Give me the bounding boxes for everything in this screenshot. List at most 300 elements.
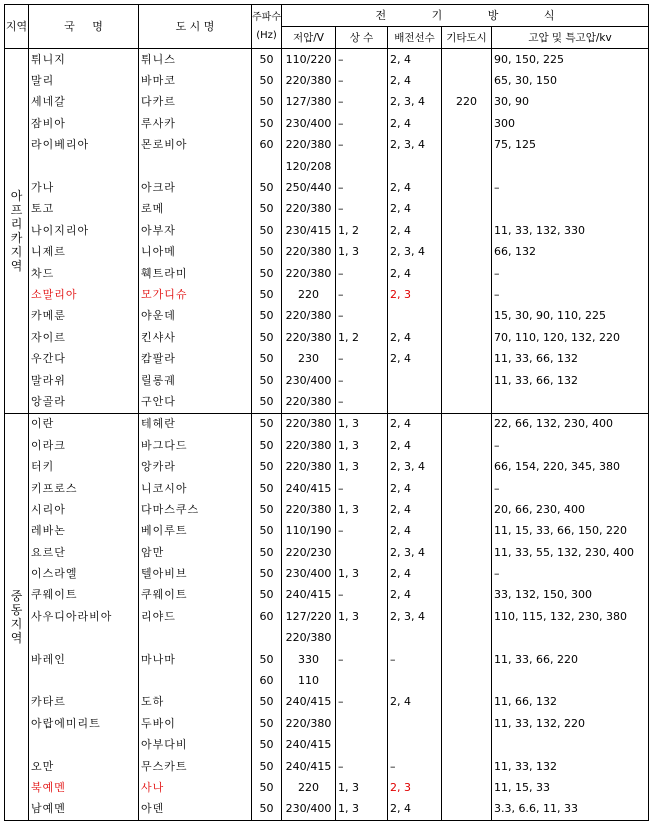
voltage-cell: 220: [282, 777, 336, 798]
other-city-cell: [442, 521, 492, 542]
high-voltage-cell: 11, 66, 132: [492, 692, 649, 713]
table-row: [5, 777, 649, 798]
table-row: [5, 413, 649, 435]
phase-cell: –: [336, 370, 388, 391]
country-cell: 터키: [29, 456, 139, 477]
country-cell: 이라크: [29, 435, 139, 456]
wires-cell: 2, 4: [388, 348, 442, 369]
frequency-cell: 50: [252, 521, 282, 542]
high-voltage-cell: 300: [492, 113, 649, 134]
high-voltage-cell: –: [492, 284, 649, 305]
country-cell: 말리: [29, 70, 139, 91]
voltage-cell: 220/380: [282, 391, 336, 413]
wires-cell: 2, 3, 4: [388, 606, 442, 627]
voltage-cell: 230/400: [282, 113, 336, 134]
table-row: [5, 135, 649, 156]
frequency-cell: 50: [252, 242, 282, 263]
city-cell: 무스카트: [139, 756, 252, 777]
high-voltage-cell: 66, 132: [492, 242, 649, 263]
country-cell: 토고: [29, 199, 139, 220]
city-cell: [139, 156, 252, 177]
voltage-cell: 110/220: [282, 49, 336, 71]
region-cell: 중 동 지 역: [5, 413, 29, 820]
country-cell: 나이지리아: [29, 220, 139, 241]
table-row: [5, 606, 649, 627]
other-city-cell: [442, 456, 492, 477]
header-electric-system: 전 기 방 식: [282, 5, 649, 27]
table-row: [5, 348, 649, 369]
table-row: [5, 49, 649, 71]
table-row: [5, 799, 649, 821]
other-city-cell: [442, 499, 492, 520]
frequency-cell: 50: [252, 177, 282, 198]
high-voltage-cell: 22, 66, 132, 230, 400: [492, 413, 649, 435]
city-cell: 리야드: [139, 606, 252, 627]
frequency-cell: 50: [252, 456, 282, 477]
phase-cell: –: [336, 692, 388, 713]
high-voltage-cell: 11, 33, 66, 132: [492, 348, 649, 369]
country-cell: 키프로스: [29, 478, 139, 499]
high-voltage-cell: 30, 90: [492, 92, 649, 113]
city-cell: 로메: [139, 199, 252, 220]
phase-cell: 1, 2: [336, 220, 388, 241]
country-cell: 쿠웨이트: [29, 585, 139, 606]
phase-cell: 1, 3: [336, 563, 388, 584]
voltage-cell: 220/380: [282, 499, 336, 520]
high-voltage-cell: 11, 33, 132, 220: [492, 713, 649, 734]
other-city-cell: [442, 606, 492, 627]
country-cell: 튀니지: [29, 49, 139, 71]
high-voltage-cell: [492, 199, 649, 220]
high-voltage-cell: 11, 15, 33: [492, 777, 649, 798]
wires-cell: 2, 3: [388, 284, 442, 305]
wires-cell: 2, 4: [388, 799, 442, 821]
frequency-cell: 50: [252, 49, 282, 71]
other-city-cell: [442, 585, 492, 606]
voltage-cell: 230/400: [282, 799, 336, 821]
other-city-cell: [442, 713, 492, 734]
frequency-cell: 50: [252, 585, 282, 606]
country-cell: 시리아: [29, 499, 139, 520]
frequency-cell: [252, 156, 282, 177]
phase-cell: –: [336, 70, 388, 91]
frequency-cell: 50: [252, 306, 282, 327]
country-cell: 레바논: [29, 521, 139, 542]
other-city-cell: [442, 370, 492, 391]
high-voltage-cell: [492, 735, 649, 756]
city-cell: 아부다비: [139, 735, 252, 756]
city-cell: 텔아비브: [139, 563, 252, 584]
high-voltage-cell: [492, 156, 649, 177]
table-row: [5, 649, 649, 670]
phase-cell: –: [336, 199, 388, 220]
high-voltage-cell: 15, 30, 90, 110, 225: [492, 306, 649, 327]
high-voltage-cell: 11, 33, 66, 132: [492, 370, 649, 391]
other-city-cell: [442, 113, 492, 134]
header-other-city: 기타도시: [442, 27, 492, 49]
phase-cell: –: [336, 113, 388, 134]
phase-cell: [336, 735, 388, 756]
high-voltage-cell: –: [492, 435, 649, 456]
header-frequency-label: 주파수: [252, 11, 281, 23]
other-city-cell: [442, 242, 492, 263]
other-city-cell: [442, 628, 492, 649]
voltage-cell: 220/230: [282, 542, 336, 563]
city-cell: 아부자: [139, 220, 252, 241]
wires-cell: 2, 4: [388, 49, 442, 71]
voltage-cell: 220/380: [282, 713, 336, 734]
high-voltage-cell: [492, 670, 649, 691]
city-cell: 쿠웨이트: [139, 585, 252, 606]
table-row: [5, 220, 649, 241]
high-voltage-cell: –: [492, 263, 649, 284]
country-cell: 북예멘: [29, 777, 139, 798]
country-cell: 카타르: [29, 692, 139, 713]
high-voltage-cell: 90, 150, 225: [492, 49, 649, 71]
country-cell: 사우디아라비아: [29, 606, 139, 627]
city-cell: 베이루트: [139, 521, 252, 542]
frequency-cell: 50: [252, 199, 282, 220]
phase-cell: –: [336, 306, 388, 327]
city-cell: 몬로비아: [139, 135, 252, 156]
high-voltage-cell: 11, 33, 55, 132, 230, 400: [492, 542, 649, 563]
city-cell: 훽트라미: [139, 263, 252, 284]
city-cell: 앙카라: [139, 456, 252, 477]
voltage-cell: 220/380: [282, 242, 336, 263]
city-cell: 구안다: [139, 391, 252, 413]
voltage-cell: 220: [282, 284, 336, 305]
table-row: [5, 156, 649, 177]
table-row: [5, 585, 649, 606]
table-row: [5, 242, 649, 263]
high-voltage-cell: 66, 154, 220, 345, 380: [492, 456, 649, 477]
city-cell: 바마코: [139, 70, 252, 91]
wires-cell: 2, 4: [388, 413, 442, 435]
table-row: [5, 628, 649, 649]
phase-cell: 1, 3: [336, 777, 388, 798]
city-cell: 암만: [139, 542, 252, 563]
table-row: [5, 70, 649, 91]
frequency-cell: 50: [252, 713, 282, 734]
high-voltage-cell: 70, 110, 120, 132, 220: [492, 327, 649, 348]
frequency-cell: 50: [252, 499, 282, 520]
phase-cell: 1, 3: [336, 456, 388, 477]
wires-cell: 2, 3, 4: [388, 542, 442, 563]
phase-cell: 1, 3: [336, 799, 388, 821]
country-cell: 이스라엘: [29, 563, 139, 584]
country-cell: 아랍에미리트: [29, 713, 139, 734]
table-row: [5, 263, 649, 284]
phase-cell: [336, 156, 388, 177]
wires-cell: [388, 735, 442, 756]
header-phase: 상 수: [336, 27, 388, 49]
wires-cell: 2, 3, 4: [388, 242, 442, 263]
city-cell: 캄팔라: [139, 348, 252, 369]
voltage-cell: 230/400: [282, 563, 336, 584]
wires-cell: [388, 156, 442, 177]
voltage-cell: 220/380: [282, 306, 336, 327]
table-row: [5, 370, 649, 391]
voltage-cell: 110: [282, 670, 336, 691]
other-city-cell: [442, 49, 492, 71]
table-row: [5, 113, 649, 134]
frequency-cell: 50: [252, 799, 282, 821]
other-city-cell: [442, 135, 492, 156]
wires-cell: 2, 4: [388, 521, 442, 542]
voltage-cell: 220/380: [282, 199, 336, 220]
frequency-cell: 50: [252, 756, 282, 777]
other-city-cell: [442, 799, 492, 821]
table-row: [5, 542, 649, 563]
voltage-cell: 220/380: [282, 456, 336, 477]
region-cell: 아 프 리 카 지 역: [5, 49, 29, 414]
frequency-cell: 50: [252, 692, 282, 713]
phase-cell: 1, 3: [336, 242, 388, 263]
country-cell: 남예멘: [29, 799, 139, 821]
wires-cell: 2, 4: [388, 70, 442, 91]
phase-cell: –: [336, 348, 388, 369]
wires-cell: 2, 3, 4: [388, 135, 442, 156]
wires-cell: 2, 4: [388, 563, 442, 584]
table-row: [5, 92, 649, 113]
country-cell: 차드: [29, 263, 139, 284]
table-row: [5, 456, 649, 477]
table-row: [5, 563, 649, 584]
country-cell: 오만: [29, 756, 139, 777]
wires-cell: 2, 4: [388, 435, 442, 456]
voltage-cell: 220/380: [282, 70, 336, 91]
voltage-cell: 110/190: [282, 521, 336, 542]
wires-cell: 2, 4: [388, 327, 442, 348]
frequency-cell: 50: [252, 649, 282, 670]
city-cell: 다카르: [139, 92, 252, 113]
city-cell: 테헤란: [139, 413, 252, 435]
other-city-cell: [442, 348, 492, 369]
frequency-cell: 50: [252, 263, 282, 284]
frequency-cell: 50: [252, 563, 282, 584]
other-city-cell: [442, 263, 492, 284]
city-cell: 킨샤사: [139, 327, 252, 348]
country-cell: 니제르: [29, 242, 139, 263]
country-cell: 잠비아: [29, 113, 139, 134]
wires-cell: 2, 4: [388, 177, 442, 198]
other-city-cell: [442, 199, 492, 220]
table-body: [5, 49, 649, 821]
high-voltage-cell: [492, 628, 649, 649]
city-cell: 튀니스: [139, 49, 252, 71]
voltage-cell: 220/380: [282, 628, 336, 649]
city-cell: 아크라: [139, 177, 252, 198]
other-city-cell: [442, 563, 492, 584]
table-row: [5, 713, 649, 734]
country-cell: [29, 670, 139, 691]
table-row: [5, 391, 649, 413]
city-cell: 루사카: [139, 113, 252, 134]
high-voltage-cell: –: [492, 177, 649, 198]
high-voltage-cell: 75, 125: [492, 135, 649, 156]
voltage-cell: 240/415: [282, 756, 336, 777]
header-voltage: 저압/V: [282, 27, 336, 49]
wires-cell: 2, 4: [388, 220, 442, 241]
other-city-cell: [442, 156, 492, 177]
table-row: [5, 199, 649, 220]
voltage-cell: 240/415: [282, 735, 336, 756]
other-city-cell: 220: [442, 92, 492, 113]
table-row: [5, 756, 649, 777]
phase-cell: 1, 3: [336, 606, 388, 627]
phase-cell: [336, 628, 388, 649]
city-cell: 야운데: [139, 306, 252, 327]
voltage-cell: 250/440: [282, 177, 336, 198]
wires-cell: [388, 628, 442, 649]
wires-cell: 2, 4: [388, 263, 442, 284]
city-cell: 사나: [139, 777, 252, 798]
voltage-cell: 230/415: [282, 220, 336, 241]
country-cell: [29, 735, 139, 756]
phase-cell: –: [336, 177, 388, 198]
header-country: 국 명: [29, 5, 139, 49]
wires-cell: 2, 4: [388, 692, 442, 713]
other-city-cell: [442, 220, 492, 241]
voltage-cell: 220/380: [282, 435, 336, 456]
wires-cell: –: [388, 756, 442, 777]
frequency-cell: 50: [252, 735, 282, 756]
wires-cell: 2, 4: [388, 113, 442, 134]
high-voltage-cell: 110, 115, 132, 230, 380: [492, 606, 649, 627]
high-voltage-cell: 11, 33, 132: [492, 756, 649, 777]
other-city-cell: [442, 306, 492, 327]
country-cell: [29, 156, 139, 177]
other-city-cell: [442, 391, 492, 413]
city-cell: 니코시아: [139, 478, 252, 499]
voltage-cell: 120/208: [282, 156, 336, 177]
other-city-cell: [442, 777, 492, 798]
header-wires: 배전선수: [388, 27, 442, 49]
wires-cell: 2, 3: [388, 777, 442, 798]
country-cell: 소말리아: [29, 284, 139, 305]
frequency-cell: 50: [252, 391, 282, 413]
wires-cell: [388, 670, 442, 691]
header-frequency-unit: (Hz): [256, 29, 277, 41]
country-cell: 자이르: [29, 327, 139, 348]
voltage-cell: 220/380: [282, 327, 336, 348]
other-city-cell: [442, 649, 492, 670]
wires-cell: –: [388, 649, 442, 670]
phase-cell: –: [336, 135, 388, 156]
city-cell: [139, 628, 252, 649]
city-cell: 모가디슈: [139, 284, 252, 305]
other-city-cell: [442, 327, 492, 348]
wires-cell: 2, 4: [388, 499, 442, 520]
wires-cell: 2, 3, 4: [388, 92, 442, 113]
wires-cell: 2, 4: [388, 199, 442, 220]
frequency-cell: 50: [252, 70, 282, 91]
frequency-cell: 50: [252, 777, 282, 798]
frequency-cell: 50: [252, 478, 282, 499]
city-cell: [139, 670, 252, 691]
wires-cell: 2, 3, 4: [388, 456, 442, 477]
table-row: [5, 306, 649, 327]
phase-cell: –: [336, 478, 388, 499]
wires-cell: [388, 370, 442, 391]
phase-cell: –: [336, 585, 388, 606]
table-row: [5, 521, 649, 542]
city-cell: 두바이: [139, 713, 252, 734]
other-city-cell: [442, 542, 492, 563]
frequency-cell: 50: [252, 435, 282, 456]
country-cell: 가나: [29, 177, 139, 198]
city-cell: 아덴: [139, 799, 252, 821]
country-cell: 카메룬: [29, 306, 139, 327]
frequency-cell: 50: [252, 220, 282, 241]
other-city-cell: [442, 735, 492, 756]
frequency-cell: 60: [252, 606, 282, 627]
country-cell: 바레인: [29, 649, 139, 670]
table-row: [5, 692, 649, 713]
phase-cell: 1, 2: [336, 327, 388, 348]
voltage-cell: 127/220: [282, 606, 336, 627]
table-row: [5, 478, 649, 499]
frequency-cell: 50: [252, 370, 282, 391]
header-high-voltage: 고압 및 특고압/kv: [492, 27, 649, 49]
other-city-cell: [442, 756, 492, 777]
other-city-cell: [442, 670, 492, 691]
phase-cell: 1, 3: [336, 499, 388, 520]
wires-cell: [388, 713, 442, 734]
phase-cell: –: [336, 521, 388, 542]
header-city: 도 시 명: [139, 5, 252, 49]
high-voltage-cell: [492, 391, 649, 413]
table-row: [5, 284, 649, 305]
table-row: [5, 177, 649, 198]
country-cell: 요르단: [29, 542, 139, 563]
frequency-cell: 50: [252, 542, 282, 563]
table-row: [5, 735, 649, 756]
phase-cell: [336, 670, 388, 691]
city-cell: 바그다드: [139, 435, 252, 456]
phase-cell: [336, 713, 388, 734]
wires-cell: 2, 4: [388, 478, 442, 499]
frequency-cell: 50: [252, 284, 282, 305]
high-voltage-cell: 65, 30, 150: [492, 70, 649, 91]
table-row: [5, 327, 649, 348]
other-city-cell: [442, 70, 492, 91]
header-frequency: [252, 5, 282, 49]
high-voltage-cell: –: [492, 478, 649, 499]
table-row: [5, 435, 649, 456]
other-city-cell: [442, 435, 492, 456]
frequency-cell: 50: [252, 348, 282, 369]
city-cell: 릴롱궤: [139, 370, 252, 391]
voltage-cell: 240/415: [282, 692, 336, 713]
country-cell: 이란: [29, 413, 139, 435]
phase-cell: 1, 3: [336, 413, 388, 435]
phase-cell: –: [336, 284, 388, 305]
frequency-cell: 50: [252, 327, 282, 348]
table-row: [5, 670, 649, 691]
phase-cell: –: [336, 391, 388, 413]
country-cell: 라이베리아: [29, 135, 139, 156]
high-voltage-cell: 11, 33, 66, 220: [492, 649, 649, 670]
high-voltage-cell: 20, 66, 230, 400: [492, 499, 649, 520]
country-cell: 우간다: [29, 348, 139, 369]
other-city-cell: [442, 413, 492, 435]
phase-cell: –: [336, 263, 388, 284]
phase-cell: [336, 542, 388, 563]
high-voltage-cell: –: [492, 563, 649, 584]
high-voltage-cell: 11, 33, 132, 330: [492, 220, 649, 241]
voltage-cell: 220/380: [282, 413, 336, 435]
